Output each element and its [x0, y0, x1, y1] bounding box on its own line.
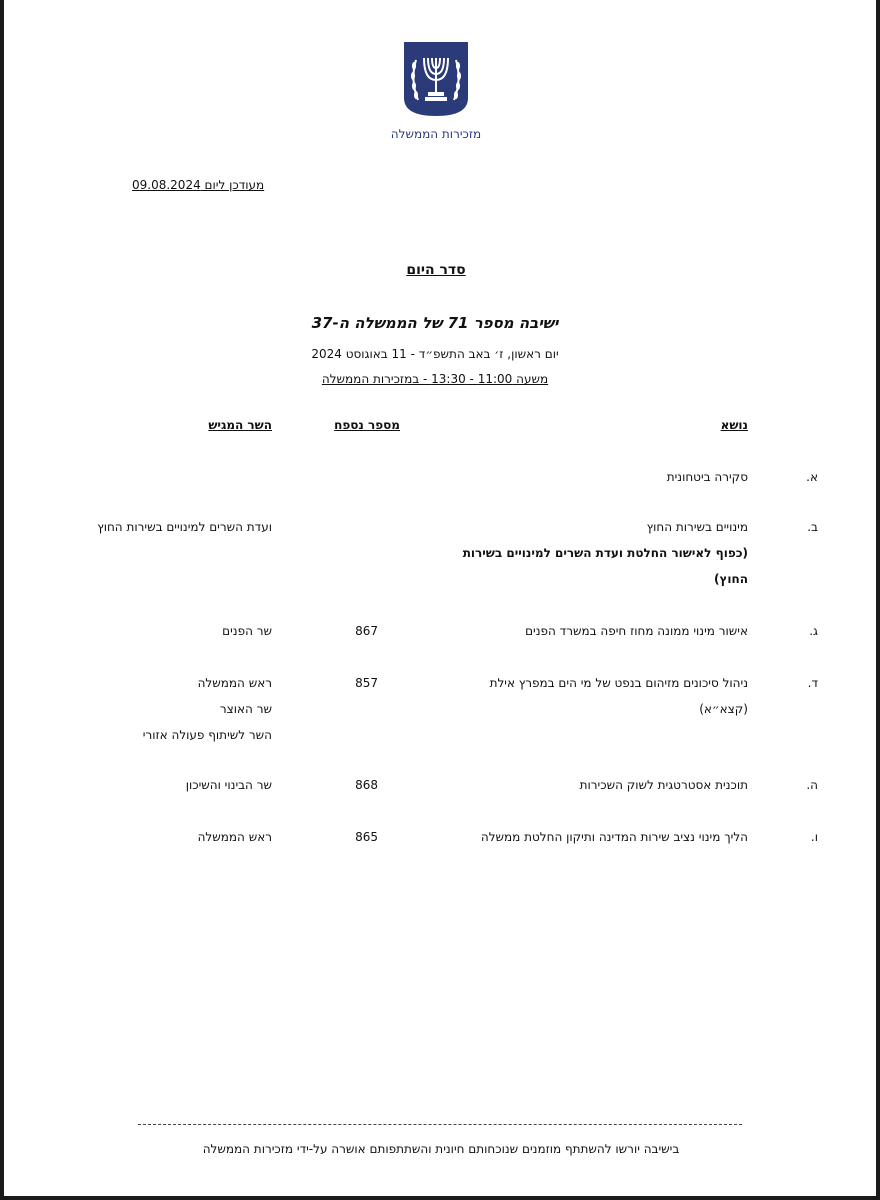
minister-name: שר הבינוי והשיכון — [185, 778, 272, 792]
minister-name: שר הפנים — [222, 624, 272, 638]
row-minister — [97, 514, 272, 540]
minister-name: ועדת השרים למינויים בשירות החוץ — [97, 520, 272, 534]
row-minister — [143, 670, 272, 748]
column-header-topic: נושא — [720, 418, 748, 432]
office-name: מזכירות הממשלה — [390, 127, 482, 141]
row-topic-text: תוכנית אסטרטגית לשוק השכירות — [579, 778, 748, 792]
row-appendix: 865 — [355, 830, 378, 844]
row-topic — [448, 824, 748, 850]
row-topic — [448, 464, 748, 490]
footer-note: בישיבה יורשו להשתתף מוזמנים שנוכחותם חיונית והשתתפותם אושרה על-ידי מזכירות הממשלה — [202, 1142, 680, 1156]
row-topic-text: אישור מינוי ממונה מחוז חיפה במשרד הפנים — [525, 624, 748, 638]
row-topic-text: ניהול סיכונים מזיהום בנפט של מי הים במפרץ אילת (קצא״א) — [489, 676, 748, 716]
row-topic-text: סקירה ביטחונית — [666, 470, 748, 484]
row-topic-text: הליך מינוי נציב שירות המדינה ותיקון החלטת ממשלה — [480, 830, 748, 844]
row-minister — [222, 618, 272, 644]
row-topic — [448, 514, 748, 592]
row-topic — [448, 618, 748, 644]
row-topic-text: מינויים בשירות החוץ — [646, 520, 748, 534]
row-topic-note: (כפוף לאישור החלטת ועדת השרים למינויים בשירות החוץ) — [462, 546, 748, 586]
meeting-title: ישיבה מספר 71 של הממשלה ה-37 — [311, 314, 559, 332]
column-header-minister: השר המגיש — [208, 418, 272, 432]
document-page — [4, 0, 876, 1196]
updated-date: מעודכן ליום 09.08.2024 — [132, 178, 265, 192]
row-topic — [448, 772, 748, 798]
row-appendix: 867 — [355, 624, 378, 638]
meeting-time: משעה 11:00 - 13:30 - במזכירות הממשלה — [321, 372, 549, 386]
minister-name: שר האוצר — [219, 702, 272, 716]
row-appendix: 868 — [355, 778, 378, 792]
row-letter: ב. — [807, 520, 818, 534]
row-topic — [448, 670, 748, 722]
minister-name: ראש הממשלה — [197, 676, 272, 690]
column-header-appendix: מספר נספח — [334, 418, 400, 432]
minister-name: ראש הממשלה — [197, 830, 272, 844]
meeting-date: יום ראשון, ז׳ באב התשפ״ד - 11 באוגוסט 2024 — [311, 347, 559, 361]
row-letter: ה. — [806, 778, 818, 792]
row-letter: ד. — [807, 676, 818, 690]
row-letter: ג. — [809, 624, 818, 638]
minister-name: השר לשיתוף פעולה אזורי — [142, 728, 272, 742]
state-emblem-icon — [402, 40, 470, 118]
row-letter: א. — [806, 470, 818, 484]
row-minister — [198, 824, 272, 850]
agenda-title: סדר היום — [406, 262, 466, 278]
row-minister — [186, 772, 272, 798]
row-appendix: 857 — [355, 676, 378, 690]
row-letter: ו. — [810, 830, 818, 844]
footer-divider — [138, 1124, 742, 1125]
